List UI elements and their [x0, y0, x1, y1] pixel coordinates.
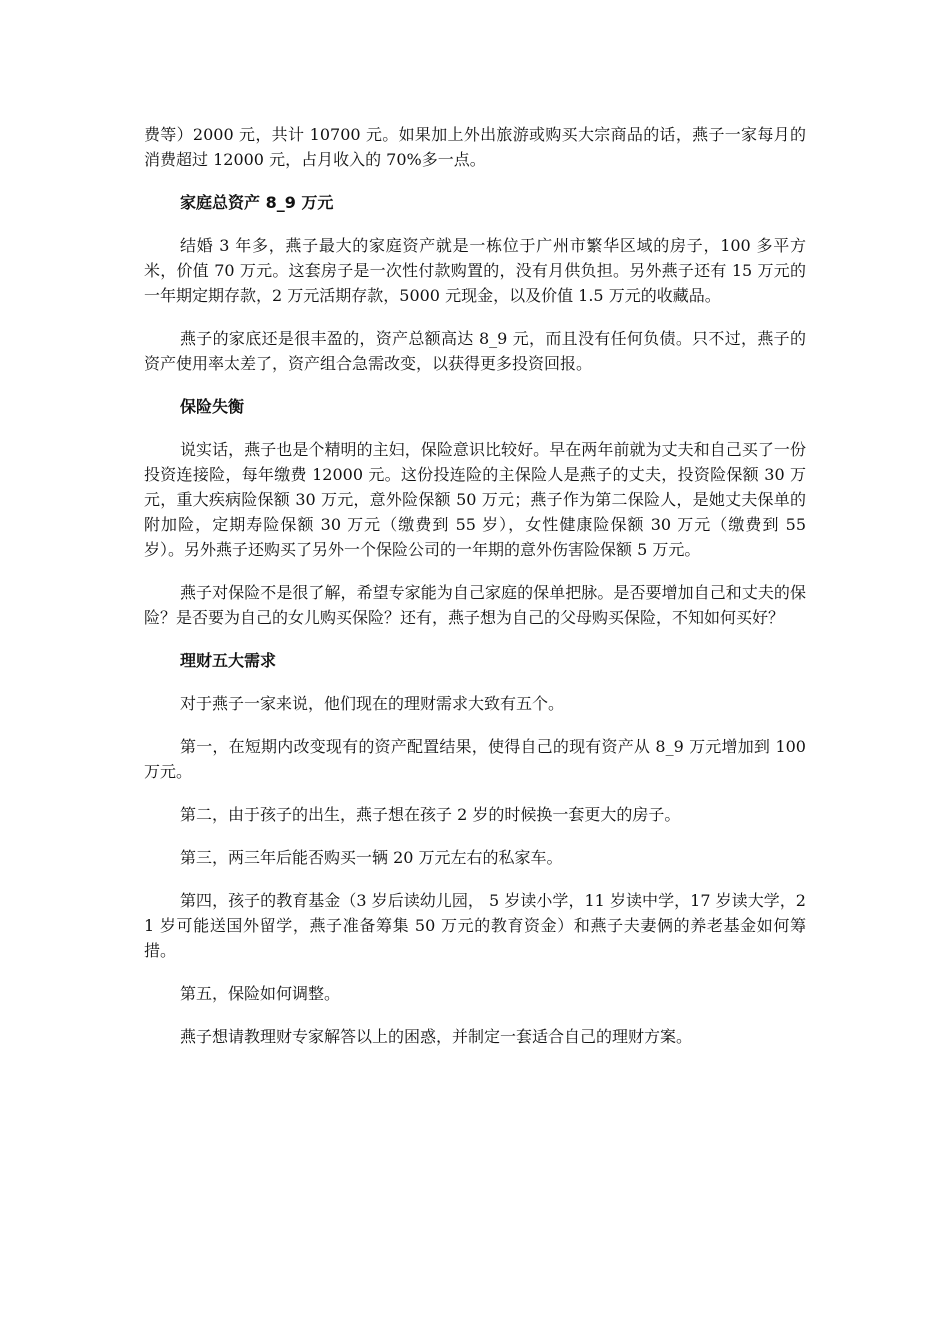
heading-insurance-imbalance: 保险失衡 [180, 397, 245, 416]
paragraph-need-5: 第五，保险如何调整。 [180, 984, 341, 1003]
paragraph-assets: 结婚 3 年多，燕子最大的家庭资产就是一栋位于广州市繁华区域的房子，100 多平方米，价值 70 万元。这套房子是一次性付款购置的，没有月供负担。另外燕子还有 15 万元的一年期定期存款，2 万元活期存款，5000 元现金，以及价值 1.5 万元的收藏品。 [144, 236, 806, 305]
paragraph-conclusion: 燕子想请教理财专家解答以上的困惑，并制定一套适合自己的理财方案。 [180, 1027, 693, 1046]
paragraph-expenses: 费等）2000 元，共计 10700 元。如果加上外出旅游或购买大宗商品的话，燕子一家每月的消费超过 12000 元，占月收入的 70%多一点。 [144, 125, 806, 169]
paragraph-insurance-questions: 燕子对保险不是很了解，希望专家能为自己家庭的保单把脉。是否要增加自己和丈夫的保险？是否要为自己的女儿购买保险？还有，燕子想为自己的父母购买保险，不知如何买好？ [144, 583, 806, 627]
paragraph-need-4: 第四，孩子的教育基金（3 岁后读幼儿园， 5 岁读小学，11 岁读中学，17 岁读大学，21 岁可能送国外留学，燕子准备筹集 50 万元的教育资金）和燕子夫妻俩的养老基金如何筹措。 [144, 891, 806, 960]
paragraph-need-3: 第三，两三年后能否购买一辆 20 万元左右的私家车。 [180, 848, 563, 867]
document-page [144, 122, 806, 1067]
paragraph-needs-intro: 对于燕子一家来说，他们现在的理财需求大致有五个。 [180, 694, 565, 713]
heading-five-needs: 理财五大需求 [180, 651, 277, 670]
paragraph-insurance-details: 说实话，燕子也是个精明的主妇，保险意识比较好。早在两年前就为丈夫和自己买了一份投资连接险，每年缴费 12000 元。这份投连险的主保险人是燕子的丈夫，投资险保额 30 万元，重大疾病险保额 30 万元，意外险保额 50 万元；燕子作为第二保险人，是她丈夫保单的附加险，定期寿险保额 30 万元（缴费到 55 岁），女性健康险保额 30 万元（缴费到 55 岁）。另外燕子还购买了另外一个保险公司的一年期的意外伤害险保额 5 万元。 [144, 440, 806, 559]
paragraph-asset-usage: 燕子的家底还是很丰盈的，资产总额高达 8_9 元，而且没有任何负债。只不过，燕子的资产使用率太差了，资产组合急需改变，以获得更多投资回报。 [144, 329, 806, 373]
heading-total-assets: 家庭总资产 8_9 万元 [180, 193, 334, 212]
paragraph-need-1: 第一，在短期内改变现有的资产配置结果，使得自己的现有资产从 8_9 万元增加到 100 万元。 [144, 737, 806, 781]
paragraph-need-2: 第二，由于孩子的出生，燕子想在孩子 2 岁的时候换一套更大的房子。 [180, 805, 681, 824]
